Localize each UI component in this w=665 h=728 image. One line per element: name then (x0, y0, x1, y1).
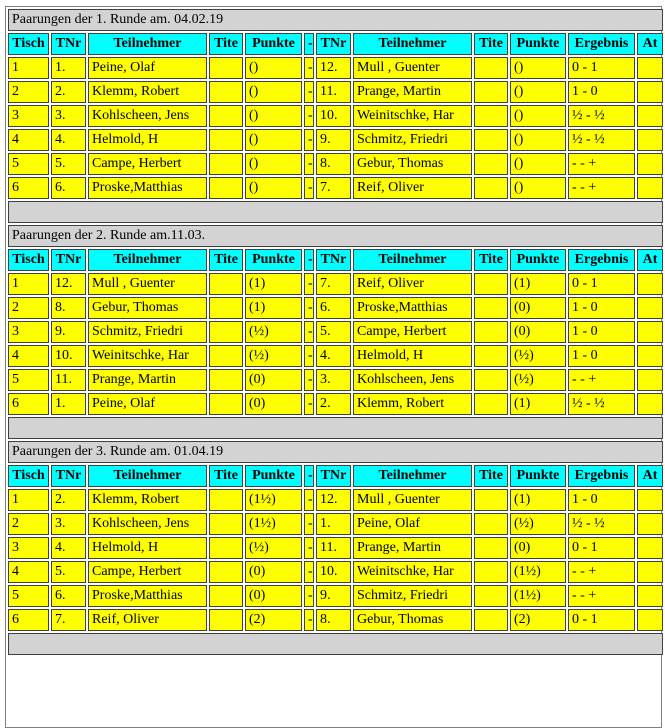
cell-titel-white (209, 81, 243, 103)
cell-titel-white (209, 513, 243, 535)
pairing-row (8, 513, 663, 535)
cell-dash: - (304, 369, 314, 391)
column-header-row (8, 465, 663, 487)
cell-at (637, 297, 663, 319)
cell-ergebnis: 0 - 1 (568, 273, 635, 295)
column-header-titel-black: Tite (474, 33, 508, 55)
cell-ergebnis: 0 - 1 (568, 609, 635, 631)
cell-titel-white (209, 129, 243, 151)
cell-tnr-black: 12. (316, 489, 351, 511)
column-header-tnr-black: TNr (316, 249, 351, 271)
cell-titel-white (209, 297, 243, 319)
cell-tisch: 6 (8, 609, 49, 631)
cell-titel-black (474, 609, 508, 631)
cell-teilnehmer-black: Mull , Guenter (353, 57, 472, 79)
cell-at (637, 321, 663, 343)
cell-ergebnis: ½ - ½ (568, 513, 635, 535)
column-header-teilnehmer-white: Teilnehmer (88, 465, 207, 487)
pairings-container (5, 6, 662, 728)
cell-titel-white (209, 105, 243, 127)
cell-ergebnis: ½ - ½ (568, 129, 635, 151)
cell-teilnehmer-black: Klemm, Robert (353, 393, 472, 415)
cell-ergebnis: 0 - 1 (568, 57, 635, 79)
cell-tnr-white: 4. (51, 537, 86, 559)
cell-titel-white (209, 537, 243, 559)
column-header-teilnehmer-white: Teilnehmer (88, 33, 207, 55)
cell-titel-black (474, 585, 508, 607)
column-header-teilnehmer-black: Teilnehmer (353, 465, 472, 487)
cell-teilnehmer-white: Kohlscheen, Jens (88, 105, 207, 127)
cell-tisch: 2 (8, 81, 49, 103)
cell-teilnehmer-white: Helmold, H (88, 129, 207, 151)
cell-punkte-black: () (510, 153, 566, 175)
cell-teilnehmer-black: Schmitz, Friedri (353, 129, 472, 151)
cell-punkte-white: () (245, 129, 302, 151)
cell-punkte-white: () (245, 105, 302, 127)
round-spacer (8, 417, 663, 439)
cell-teilnehmer-black: Mull , Guenter (353, 489, 472, 511)
cell-ergebnis: - - + (568, 585, 635, 607)
column-header-teilnehmer-black: Teilnehmer (353, 33, 472, 55)
cell-teilnehmer-white: Peine, Olaf (88, 57, 207, 79)
pairing-row (8, 489, 663, 511)
cell-ergebnis: - - + (568, 153, 635, 175)
cell-titel-white (209, 57, 243, 79)
cell-tnr-white: 5. (51, 153, 86, 175)
column-header-tisch: Tisch (8, 33, 49, 55)
cell-punkte-white: (1) (245, 297, 302, 319)
column-header-row (8, 249, 663, 271)
cell-punkte-black: (2) (510, 609, 566, 631)
cell-tnr-white: 12. (51, 273, 86, 295)
pairing-row (8, 129, 663, 151)
cell-punkte-white: (1) (245, 273, 302, 295)
cell-teilnehmer-white: Kohlscheen, Jens (88, 513, 207, 535)
column-header-dash: - (304, 33, 314, 55)
cell-at (637, 129, 663, 151)
cell-ergebnis: ½ - ½ (568, 393, 635, 415)
cell-dash: - (304, 177, 314, 199)
cell-teilnehmer-white: Helmold, H (88, 537, 207, 559)
pairing-row (8, 81, 663, 103)
cell-tisch: 5 (8, 153, 49, 175)
cell-titel-black (474, 297, 508, 319)
cell-at (637, 57, 663, 79)
cell-teilnehmer-white: Klemm, Robert (88, 489, 207, 511)
cell-tnr-black: 9. (316, 129, 351, 151)
cell-tnr-black: 10. (316, 561, 351, 583)
cell-tnr-white: 2. (51, 489, 86, 511)
cell-ergebnis: - - + (568, 177, 635, 199)
cell-titel-white (209, 321, 243, 343)
pairing-row (8, 57, 663, 79)
cell-teilnehmer-white: Schmitz, Friedri (88, 321, 207, 343)
column-header-ergebnis: Ergebnis (568, 33, 635, 55)
cell-tnr-black: 11. (316, 81, 351, 103)
cell-punkte-black: () (510, 129, 566, 151)
round-spacer-row (8, 201, 663, 223)
pairing-row (8, 369, 663, 391)
cell-titel-white (209, 489, 243, 511)
cell-tnr-white: 8. (51, 297, 86, 319)
column-header-punkte-black: Punkte (510, 465, 566, 487)
cell-punkte-white: (0) (245, 369, 302, 391)
cell-titel-white (209, 153, 243, 175)
cell-punkte-white: (½) (245, 345, 302, 367)
cell-titel-white (209, 345, 243, 367)
cell-tisch: 4 (8, 345, 49, 367)
cell-dash: - (304, 609, 314, 631)
cell-teilnehmer-black: Schmitz, Friedri (353, 585, 472, 607)
cell-punkte-white: () (245, 177, 302, 199)
cell-titel-white (209, 585, 243, 607)
cell-punkte-white: (1½) (245, 489, 302, 511)
round-title-row (8, 441, 663, 463)
cell-tnr-white: 7. (51, 609, 86, 631)
cell-titel-white (209, 177, 243, 199)
cell-titel-black (474, 345, 508, 367)
cell-punkte-white: (1½) (245, 513, 302, 535)
cell-at (637, 393, 663, 415)
cell-punkte-black: (0) (510, 297, 566, 319)
cell-at (637, 537, 663, 559)
column-header-punkte-white: Punkte (245, 465, 302, 487)
column-header-punkte-black: Punkte (510, 33, 566, 55)
cell-teilnehmer-white: Mull , Guenter (88, 273, 207, 295)
pairing-row (8, 297, 663, 319)
cell-punkte-black: (½) (510, 369, 566, 391)
round-spacer (8, 201, 663, 223)
cell-tisch: 6 (8, 393, 49, 415)
column-header-ergebnis: Ergebnis (568, 249, 635, 271)
pairing-row (8, 393, 663, 415)
column-header-titel-white: Tite (209, 33, 243, 55)
pairing-row (8, 105, 663, 127)
cell-dash: - (304, 345, 314, 367)
cell-tnr-white: 3. (51, 513, 86, 535)
cell-punkte-white: (0) (245, 585, 302, 607)
cell-punkte-black: (0) (510, 321, 566, 343)
cell-at (637, 273, 663, 295)
cell-punkte-white: (2) (245, 609, 302, 631)
cell-dash: - (304, 537, 314, 559)
cell-punkte-white: () (245, 153, 302, 175)
pairing-row (8, 585, 663, 607)
cell-titel-black (474, 273, 508, 295)
round-title: Paarungen der 1. Runde am. 04.02.19 (8, 9, 663, 31)
cell-tnr-black: 3. (316, 369, 351, 391)
cell-at (637, 585, 663, 607)
round-spacer-row (8, 633, 663, 655)
cell-dash: - (304, 321, 314, 343)
cell-tisch: 3 (8, 537, 49, 559)
cell-tnr-black: 9. (316, 585, 351, 607)
cell-punkte-white: (0) (245, 561, 302, 583)
cell-dash: - (304, 585, 314, 607)
pairing-row (8, 153, 663, 175)
cell-dash: - (304, 105, 314, 127)
cell-tnr-white: 6. (51, 177, 86, 199)
cell-ergebnis: 1 - 0 (568, 321, 635, 343)
cell-tisch: 6 (8, 177, 49, 199)
cell-at (637, 105, 663, 127)
cell-teilnehmer-black: Helmold, H (353, 345, 472, 367)
cell-tisch: 2 (8, 297, 49, 319)
cell-punkte-white: (½) (245, 537, 302, 559)
cell-at (637, 489, 663, 511)
column-header-teilnehmer-black: Teilnehmer (353, 249, 472, 271)
cell-titel-black (474, 105, 508, 127)
cell-tnr-black: 7. (316, 273, 351, 295)
cell-teilnehmer-white: Campe, Herbert (88, 561, 207, 583)
cell-tisch: 1 (8, 273, 49, 295)
round-title-row (8, 9, 663, 31)
column-header-tnr-black: TNr (316, 33, 351, 55)
cell-tisch: 4 (8, 561, 49, 583)
cell-punkte-black: () (510, 105, 566, 127)
column-header-dash: - (304, 465, 314, 487)
column-header-ergebnis: Ergebnis (568, 465, 635, 487)
cell-teilnehmer-white: Prange, Martin (88, 369, 207, 391)
cell-punkte-black: (1) (510, 489, 566, 511)
column-header-titel-white: Tite (209, 249, 243, 271)
cell-titel-black (474, 489, 508, 511)
cell-punkte-white: (0) (245, 393, 302, 415)
column-header-titel-white: Tite (209, 465, 243, 487)
cell-teilnehmer-white: Campe, Herbert (88, 153, 207, 175)
cell-teilnehmer-white: Proske,Matthias (88, 177, 207, 199)
cell-tnr-white: 6. (51, 585, 86, 607)
pairing-row (8, 321, 663, 343)
cell-teilnehmer-white: Klemm, Robert (88, 81, 207, 103)
cell-punkte-black: (½) (510, 345, 566, 367)
cell-titel-black (474, 393, 508, 415)
cell-ergebnis: 1 - 0 (568, 297, 635, 319)
cell-teilnehmer-black: Gebur, Thomas (353, 609, 472, 631)
column-header-tnr-white: TNr (51, 33, 86, 55)
cell-tnr-black: 4. (316, 345, 351, 367)
cell-ergebnis: - - + (568, 369, 635, 391)
cell-dash: - (304, 57, 314, 79)
cell-tnr-black: 6. (316, 297, 351, 319)
cell-dash: - (304, 393, 314, 415)
cell-teilnehmer-white: Proske,Matthias (88, 585, 207, 607)
column-header-titel-black: Tite (474, 249, 508, 271)
cell-titel-black (474, 177, 508, 199)
cell-titel-white (209, 609, 243, 631)
cell-at (637, 369, 663, 391)
cell-tnr-white: 3. (51, 105, 86, 127)
cell-teilnehmer-black: Reif, Oliver (353, 273, 472, 295)
cell-tisch: 3 (8, 321, 49, 343)
cell-titel-black (474, 513, 508, 535)
round-title-row (8, 225, 663, 247)
column-header-at: At (637, 33, 663, 55)
cell-titel-white (209, 273, 243, 295)
cell-punkte-black: (0) (510, 537, 566, 559)
cell-tisch: 3 (8, 105, 49, 127)
cell-punkte-white: (½) (245, 321, 302, 343)
cell-punkte-black: (1) (510, 393, 566, 415)
cell-punkte-black: () (510, 57, 566, 79)
cell-dash: - (304, 81, 314, 103)
cell-ergebnis: 1 - 0 (568, 489, 635, 511)
cell-tnr-black: 11. (316, 537, 351, 559)
cell-teilnehmer-black: Prange, Martin (353, 537, 472, 559)
cell-tisch: 5 (8, 369, 49, 391)
cell-punkte-black: (½) (510, 513, 566, 535)
cell-tisch: 1 (8, 489, 49, 511)
cell-dash: - (304, 273, 314, 295)
column-header-at: At (637, 249, 663, 271)
column-header-punkte-black: Punkte (510, 249, 566, 271)
cell-punkte-white: () (245, 81, 302, 103)
pairing-row (8, 609, 663, 631)
column-header-tnr-white: TNr (51, 249, 86, 271)
cell-titel-black (474, 369, 508, 391)
cell-at (637, 513, 663, 535)
cell-tnr-white: 1. (51, 57, 86, 79)
round-title: Paarungen der 2. Runde am.11.03. (8, 225, 663, 247)
column-header-tnr-white: TNr (51, 465, 86, 487)
cell-tnr-white: 9. (51, 321, 86, 343)
cell-teilnehmer-black: Campe, Herbert (353, 321, 472, 343)
cell-at (637, 177, 663, 199)
pairings-table (6, 7, 665, 657)
cell-tnr-black: 8. (316, 609, 351, 631)
pairing-row (8, 273, 663, 295)
cell-titel-white (209, 561, 243, 583)
cell-punkte-black: (1½) (510, 585, 566, 607)
cell-tnr-black: 7. (316, 177, 351, 199)
column-header-at: At (637, 465, 663, 487)
cell-tisch: 2 (8, 513, 49, 535)
column-header-punkte-white: Punkte (245, 249, 302, 271)
cell-tisch: 1 (8, 57, 49, 79)
cell-teilnehmer-black: Reif, Oliver (353, 177, 472, 199)
cell-teilnehmer-white: Gebur, Thomas (88, 297, 207, 319)
column-header-punkte-white: Punkte (245, 33, 302, 55)
cell-ergebnis: ½ - ½ (568, 105, 635, 127)
cell-titel-black (474, 129, 508, 151)
column-header-tisch: Tisch (8, 465, 49, 487)
column-header-tisch: Tisch (8, 249, 49, 271)
cell-ergebnis: 0 - 1 (568, 537, 635, 559)
cell-ergebnis: 1 - 0 (568, 81, 635, 103)
cell-titel-white (209, 369, 243, 391)
cell-teilnehmer-black: Weinitschke, Har (353, 561, 472, 583)
cell-tnr-black: 12. (316, 57, 351, 79)
cell-tnr-white: 10. (51, 345, 86, 367)
cell-teilnehmer-black: Kohlscheen, Jens (353, 369, 472, 391)
cell-ergebnis: 1 - 0 (568, 345, 635, 367)
cell-tnr-white: 1. (51, 393, 86, 415)
column-header-dash: - (304, 249, 314, 271)
cell-titel-white (209, 393, 243, 415)
cell-tnr-white: 5. (51, 561, 86, 583)
cell-tisch: 5 (8, 585, 49, 607)
cell-at (637, 561, 663, 583)
cell-tnr-white: 4. (51, 129, 86, 151)
cell-tnr-black: 10. (316, 105, 351, 127)
cell-titel-black (474, 561, 508, 583)
cell-titel-black (474, 153, 508, 175)
cell-at (637, 81, 663, 103)
cell-titel-black (474, 81, 508, 103)
column-header-tnr-black: TNr (316, 465, 351, 487)
cell-teilnehmer-black: Peine, Olaf (353, 513, 472, 535)
cell-at (637, 345, 663, 367)
pairing-row (8, 345, 663, 367)
pairing-row (8, 177, 663, 199)
cell-dash: - (304, 489, 314, 511)
pairing-row (8, 561, 663, 583)
round-spacer (8, 633, 663, 655)
cell-punkte-white: () (245, 57, 302, 79)
round-spacer-row (8, 417, 663, 439)
cell-dash: - (304, 153, 314, 175)
cell-teilnehmer-black: Weinitschke, Har (353, 105, 472, 127)
cell-tnr-black: 1. (316, 513, 351, 535)
cell-tisch: 4 (8, 129, 49, 151)
cell-teilnehmer-black: Proske,Matthias (353, 297, 472, 319)
cell-at (637, 609, 663, 631)
cell-dash: - (304, 561, 314, 583)
cell-punkte-black: () (510, 177, 566, 199)
cell-punkte-black: (1½) (510, 561, 566, 583)
column-header-row (8, 33, 663, 55)
column-header-teilnehmer-white: Teilnehmer (88, 249, 207, 271)
cell-at (637, 153, 663, 175)
cell-ergebnis: - - + (568, 561, 635, 583)
cell-dash: - (304, 129, 314, 151)
cell-tnr-black: 5. (316, 321, 351, 343)
cell-titel-black (474, 321, 508, 343)
cell-dash: - (304, 513, 314, 535)
column-header-titel-black: Tite (474, 465, 508, 487)
cell-teilnehmer-black: Gebur, Thomas (353, 153, 472, 175)
cell-teilnehmer-white: Peine, Olaf (88, 393, 207, 415)
pairing-row (8, 537, 663, 559)
cell-tnr-white: 2. (51, 81, 86, 103)
cell-tnr-white: 11. (51, 369, 86, 391)
cell-tnr-black: 8. (316, 153, 351, 175)
cell-titel-black (474, 57, 508, 79)
cell-dash: - (304, 297, 314, 319)
cell-tnr-black: 2. (316, 393, 351, 415)
cell-punkte-black: () (510, 81, 566, 103)
round-title: Paarungen der 3. Runde am. 01.04.19 (8, 441, 663, 463)
cell-punkte-black: (1) (510, 273, 566, 295)
cell-teilnehmer-black: Prange, Martin (353, 81, 472, 103)
cell-titel-black (474, 537, 508, 559)
cell-teilnehmer-white: Weinitschke, Har (88, 345, 207, 367)
cell-teilnehmer-white: Reif, Oliver (88, 609, 207, 631)
